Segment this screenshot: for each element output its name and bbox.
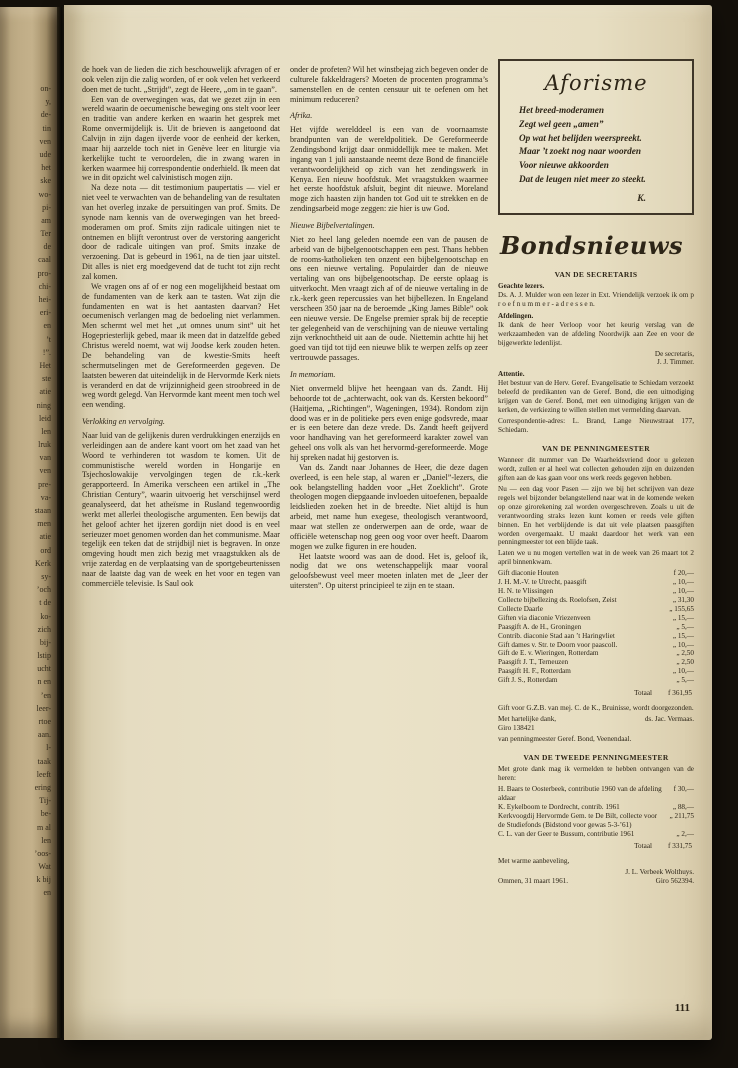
spine-fragment: taak [37, 756, 51, 766]
spine-fragment: de- [40, 110, 51, 120]
spine-fragment: tin [42, 123, 51, 133]
spine-fragment: t de [39, 598, 51, 608]
spine-fragment: ’oos- [34, 848, 51, 858]
text-block: Het laatste woord was aan de dood. Het is, geloof ik, nodig dat we ons wetenschappelijk maar vooral geloofsbewust veel meer moeten inlaten met de „leer der uitersten”. Op uiterst principieel te zijn en te staan. [290, 551, 488, 591]
spine-fragment: staan [34, 506, 51, 515]
spine-fragment: pi- [42, 202, 51, 212]
text-block: Gift dames v. Str. te Doorn voor paascoll. „ 10,— [498, 640, 694, 649]
text-block: Totaal f 331,75 [634, 842, 692, 851]
column-1 [82, 65, 280, 589]
aforisme-line: Dat de leugen niet meer zo steekt. [519, 173, 646, 184]
spine-fragment: Ter [40, 229, 51, 239]
spine-fragment: leeft [36, 769, 51, 779]
previous-page-edge [0, 7, 58, 1038]
spine-fragment: ste [42, 374, 51, 384]
spine-fragment: ’och [36, 585, 51, 595]
text-block: Nu — een dag voor Pasen — zijn we bij het schrijven van deze regels wel bijzonder belangstellend naar wat in de komende weken op onze girorekening zal worden overgeschreven. Zoals u uit de verantwoording straks lezen kunt komen er reeds vele giften binnen. En het verblijdende is dat uit vele plaatsen paasgiften worden overgemaakt. U maakt daardoor het werk van een penningmeester tot een blijde taak. [498, 484, 694, 547]
column-3 [498, 59, 694, 886]
spine-fragment: pre- [38, 479, 51, 489]
spine-fragment: bij- [39, 637, 51, 647]
spine-fragment: atie [39, 532, 51, 542]
spine-fragment: de [43, 242, 51, 252]
column-2 [290, 65, 488, 591]
text-block: Kerkvoogdij Hervormde Gem. te De Bilt, collecte voor de Studiefonds (Bidstond voor gewas 5-3-’61) „ 211,75 [498, 811, 694, 829]
text-block: Naar luid van de gelijkenis duren verdrukkingen enerzijds en verleidingen aan de andere kant voort om het zaad van het Woord te verhinderen tot wasdom te komen. Uit de communistische wereld worden in Hongarije en Tsjechoslowakije vervolgingen tegen de r.k.-kerk gerapporteerd. In Amerika verscheen een artikel in „The Christian Century”, waarin uitvoerig het verschijnsel werd geanalyseerd, dat het atheïsme in Rusland tegenwoordig werkt met allerlei theologische argumenten. Een bewijs dat het geloof achter het ijzeren gordijn niet dood is en veel serieuzer moet genomen worden dan het communisme. Maar tegelijk een teken dat de strijdbijl niet is begraven. In onze omgeving houdt men zich bezig met vraagstukken als de vrije zaterdag en de verplaatsing van de sportgebeurtenissen naar de laatste dag van de week en het voor en tegen van commerciële televisie. Is Saul ook [82, 430, 280, 588]
spine-fragment: sy- [41, 571, 51, 581]
text-block: Paasgift A. de H., Groningen „ 5,— [498, 622, 694, 631]
spine-fragment: ude [39, 149, 51, 159]
aforisme-lines [512, 104, 680, 187]
spine-fragment: Kerk [35, 558, 51, 568]
text-block: VAN DE SECRETARIS [554, 269, 638, 279]
text-block: J. J. Timmer. [657, 358, 694, 367]
spine-text-fragments [0, 7, 58, 1038]
text-block: Met hartelijke dank, ds. Jac. Vermaas. [498, 715, 694, 724]
spine-fragment: Tij- [39, 796, 51, 806]
text-block: Gift J. S., Rotterdam „ 5,— [498, 676, 694, 685]
text-block: Ds. A. J. Mulder won een lezer in Ext. Vriendelijk verzoek ik om p r o e f n u m m e r - a d r e s s e n. [498, 291, 694, 308]
spine-fragment: en [43, 321, 51, 331]
spine-fragment: ning [36, 400, 51, 410]
text-block: Gift diaconie Houten f 20,— [498, 569, 694, 578]
text-block: Ommen, 31 maart 1961. Giro 562394. [498, 877, 694, 886]
spine-fragment: be- [40, 809, 51, 819]
spine-fragment: chi- [38, 281, 51, 291]
text-block: Niet zo heel lang geleden noemde een van de pausen de arbeid van de bijbelgenootschappen een pest. Thans hebben de rooms-katholieken ten onzent een bijbelgenootschap en ons een nieuwe vertaling. Populairder dan de nieuwe vertaling van ons bijbelgenootschap. De eerste oplaag is uitverkocht. Men vraagt zich af of de nieuwe vertaling in de r.k.-kerk geen repercussies van het bijbellezen. In Engeland verscheen 350 jaar na de beroemde „King James Bible” ook een nieuwe versie. De Engelse premier sprak bij de receptie ter gelegenheid van de verschijning van de nieuwe vertaling zijn verknochtheid uit aan de oude. Niettemin achtte hij het goed van tijd tot tijd een nieuwe blik te werpen zelfs op zeer vertrouwde passages. [290, 234, 488, 363]
aforisme-line: Voor nieuwe akkoorden [519, 160, 609, 171]
spine-fragment: ering [34, 782, 51, 792]
text-block: onder de profeten? Wil het winstbejag zich begeven onder de culturele fakkeldragers? Moeten de procenten programma’s samenstellen en de centen censuur uit te oefenen om het minimum reduceren? [290, 65, 488, 104]
text-block: C. L. van der Geer te Bussum, contributie 1961 „ 2,— [498, 829, 694, 838]
spine-fragment: en [43, 888, 51, 898]
text-block: Afdelingen. [498, 311, 534, 320]
text-block: J. L. Verbeek Wolthuys. [625, 868, 694, 877]
magazine-page [64, 5, 712, 1040]
text-block: Wanneer dit nummer van De Waarheidsvriend door u gelezen wordt, zullen er al heel wat collecten gehouden zijn en duizenden giften aan de kas gaan voor ons werk reeds gegeven hebben. [498, 456, 694, 482]
spine-fragment: wo- [38, 189, 51, 199]
text-block: van penningmeester Geref. Bond, Veenendaal. [498, 734, 632, 743]
text-block: Niet onvermeld blijve het heengaan van ds. Zandt. Hij behoorde tot de „achterwacht, ook van ds. Kersten bekoord” (Haitjema, „Richtingen”, Wageningen, 1934). Rondom zijn dood was er in de politieke pers even enige godsvrede, maar er is een betere dan deze vrede. Ds. Zandt heeft geijverd voor handhaving van het gereformeerd karakter zowel van geheel ons volk als van het hervormd-gereformeerde. Moge hij spreken nadat hij gestorven is. [290, 383, 488, 462]
text-block: Attentie. [498, 370, 525, 379]
spine-fragment: men [37, 519, 51, 529]
spine-fragment: leid [39, 413, 51, 423]
text-block: Na deze nota — dit testimonium paupertatis — viel er niet veel te verwachten van de behandeling van de resultaten van het overleg inzake de persuitingen van prof. Smits. De synode nam kennis van de overwegingen van het breed-moderamen om prof. Smits zijn radicale uitingen niet te ontnemen en blijft verontrust over de verstoring aangericht door de radicale uitingen van prof. Smits inzake de verzoening. Dat is gebeurd in 1961, na de tien jaar uitstel. Dit alles is niet erg moedgevend dat de tucht tot zijn recht zal komen. [82, 183, 280, 282]
text-block: Contrib. diaconie Stad aan ’t Haringvliet „ 15,— [498, 631, 694, 640]
text-block: VAN DE TWEEDE PENNINGMEESTER [523, 752, 669, 762]
spine-fragment: lstip [37, 651, 51, 661]
text-block: Met grote dank mag ik vermelden te hebben ontvangen van de heren: [498, 765, 694, 782]
text-block: Ik dank de heer Verloop voor het keurig verslag van de werkzaamheden van de afdeling Noordwijk aan Zee en voor de bijgewerkte ledenlijst. [498, 320, 694, 347]
text-block: Paasgift J. T., Terneuzen „ 2,50 [498, 658, 694, 667]
text-block: de hoek van de lieden die zich beschouwelijk afvragen of er ook velen zijn die zalig worden, of er ook velen het verkeerd doen met de tucht. „Strijdt”, zegt de Heere, „om in te gaan”. [82, 65, 280, 94]
spine-fragment: ven [39, 136, 51, 146]
spine-fragment: rtoe [38, 717, 51, 726]
spine-fragment: ’en [40, 690, 51, 700]
text-block: H. Baars te Oosterbeek, contributie 1960 van de afdeling aldaar f 30,— [498, 784, 694, 802]
text-block: Totaal f 361,95 [634, 689, 692, 698]
spine-fragment: !”. [42, 347, 51, 357]
bondsnieuws-heading: Bondsnieuws [500, 230, 683, 260]
spine-fragment: len [41, 426, 51, 436]
text-block: H. N. te Vlissingen „ 10,— [498, 587, 694, 596]
spine-fragment: ucht [37, 664, 51, 674]
text-block: Geachte lezers. [498, 282, 545, 291]
aforisme-line: Zegt wel geen „amen” [519, 118, 604, 129]
text-block: Giro 138421 [498, 723, 535, 732]
spine-fragment: eri- [39, 308, 51, 318]
text-block: Een van de overwegingen was, dat we gezet zijn in een wereld waarin de oecumenische beweging ons stelt voor leer en traditie van andere kerken en waarin het gesprek met Rome onvermijdelijk is. Uit de brieven is aangetoond dat Calvijn in zijn dagen ijverde voor de eenheid der kerken, maar hij aarzelde toch niet in Genève leer en liturgie via kerkelijke tucht te veroordelen, die in zwang waren in kerken waarmee hij correspondentie onderhield. Ik meen dat we in dit opzicht wel calvinistisch mogen zijn. [82, 94, 280, 183]
text-block: Collecte Daarle „ 155,65 [498, 604, 694, 613]
text-block: Paasgift H. F., Rotterdam „ 10,— [498, 667, 694, 676]
spine-fragment: l- [46, 743, 51, 753]
spine-fragment: caal [38, 255, 51, 265]
spine-fragment: leer- [36, 703, 51, 713]
text-block: Correspondentie-adres: L. Brand, Lange Nieuwstraat 177, Schiedam. [498, 416, 694, 434]
aforisme-line: Op wat het belijden weerspreekt. [519, 132, 642, 143]
spine-fragment: aan. [37, 730, 51, 740]
text-block: Het bestuur van de Herv. Geref. Evangelisatie te Schiedam verzoekt beleefd de predikanten van de Geref. Bond, die een uitnodiging krijgen van de Geref. Bond, met een uitnodiging krijgen van de kerken, de verkiezing te willen stellen met vermelding daarvan. [498, 379, 694, 415]
text-block: Het vijfde werelddeel is een van de voornaamste brandpunten van de wereldpolitiek. De Gereformeerde Zendingsbond krijgt daar onmiddellijk mee te maken. Met ingang van 1 juli aanstaande neemt deze Bond de financiële verantwoordelijkheid op zich van het zendingswerk in Kenya. Een nieuw hoofdstuk. Met vraagstukken waarmee het eerste hoofdstuk afsluit, begint dit nieuwe. Moreland moge zich haasten zijn handen tot God uit te strekken en de zendingsarbeid moge zeggen: zie hier is uw God. [290, 125, 488, 214]
text-block: K. Eykelboom te Dordrecht, contrib. 1961 „ 88,— [498, 802, 694, 811]
spine-fragment: Het [39, 360, 51, 370]
spine-fragment: hei- [38, 295, 51, 304]
text-block: Afrika. [290, 111, 313, 121]
text-block: De secretaris, [654, 349, 694, 358]
spine-fragment: n en [37, 677, 51, 687]
text-block: Gift voor G.Z.B. van mej. C. de K., Bruinisse, wordt doorgezonden. [498, 704, 694, 713]
aforisme-line: Maar ’t zoekt nog naar woorden [519, 146, 641, 157]
spine-fragment: het [41, 163, 51, 173]
aforisme-signature: K. [637, 193, 646, 204]
spine-fragment: pro- [37, 268, 51, 278]
text-block: Van ds. Zandt naar Johannes de Heer, die deze dagen overleed, is een hele stap, al waren er „Daniel”-lezers, die ook belangstelling hadden voor „Het Zoeklicht”. Grote theologen mogen diepgaande invloeden uitoefenen, bepaalde leidslieden zoeken het in de breedte. Niet altijd is hun arbeid, met name hun exegese, theologisch verantwoord, maar wat stellen ze onderwerpen aan de orde, waar de officiële wetenschap nog geen oog voor over heeft. Daarom mogen we zulke figuren in ere houden. [290, 462, 488, 551]
spine-fragment: zich [37, 624, 51, 634]
spine-fragment: am [41, 215, 51, 225]
spine-fragment: Wat [38, 862, 51, 872]
text-block: J. H. M.-V. te Utrecht, paasgift „ 10,— [498, 578, 694, 587]
spine-fragment: len [41, 835, 51, 845]
spine-fragment: on- [40, 84, 51, 93]
aforisme-title: Aforisme [544, 71, 648, 95]
text-block: Gift de E. v. Wieringen, Rotterdam „ 2,50 [498, 649, 694, 658]
spine-fragment: k bij [36, 875, 51, 885]
text-block: In memoriam. [290, 370, 336, 380]
spine-fragment: lruk [38, 440, 51, 450]
bondsnieuws-content [498, 270, 694, 886]
spine-fragment: ske [40, 176, 51, 186]
aforisme-box [498, 59, 694, 215]
page-number: 111 [674, 1002, 690, 1014]
spine-fragment: ord [40, 545, 51, 555]
spine-fragment: ’t [46, 334, 51, 344]
text-block: Laten we u nu mogen vertellen wat in de week van 26 maart tot 2 april binnenkwam. [498, 549, 694, 567]
text-block: VAN DE PENNINGMEESTER [541, 443, 651, 453]
text-block: Nieuwe Bijbelvertalingen. [290, 221, 375, 231]
text-block: We vragen ons af of er nog een mogelijkheid bestaat om de fundamenten van de kerk aan te tasten. Wat zijn die fundamenten en wat is het aantasten daarvan? Het oecumenisch verlangen mag de bedoeling niet verlammen. Men schermt wel met het „ut omnes unum sint” uit het Hogepriesterlijk gebed, maar ik meen dat in datzelfde gebed Christus wereld noemt, wat wij Joodse kerk zouden heten. De behandeling van de kwestie-Smits heeft schermutselingen met de Gereformeerden gegeven. De laatsten beweren dat uiteindelijk in de Hervormde Kerk niets is veranderd en dat de vrijzinnigheid geen stroobreed in de weg wordt gelegd. Van Hervormde kant meent men toch wel een wending. [82, 281, 280, 410]
spine-fragment: ven [39, 466, 51, 476]
aforisme-line: Het breed-moderamen [519, 105, 604, 115]
spine-fragment: atie [39, 387, 51, 397]
spine-fragment: m al [37, 822, 51, 832]
text-block: Giften via diaconie Vriezenveen „ 15,— [498, 613, 694, 622]
text-block: Collecte bijbellezing ds. Roelofsen, Zeist „ 31,30 [498, 595, 694, 604]
spine-fragment: y, [45, 97, 51, 107]
spine-fragment: ko- [40, 611, 51, 621]
spine-fragment: va- [40, 492, 51, 502]
text-block: Verlokking en vervolging. [82, 417, 165, 427]
text-block: Met warme aanbeveling, [498, 857, 570, 866]
spine-fragment: van [39, 453, 51, 463]
